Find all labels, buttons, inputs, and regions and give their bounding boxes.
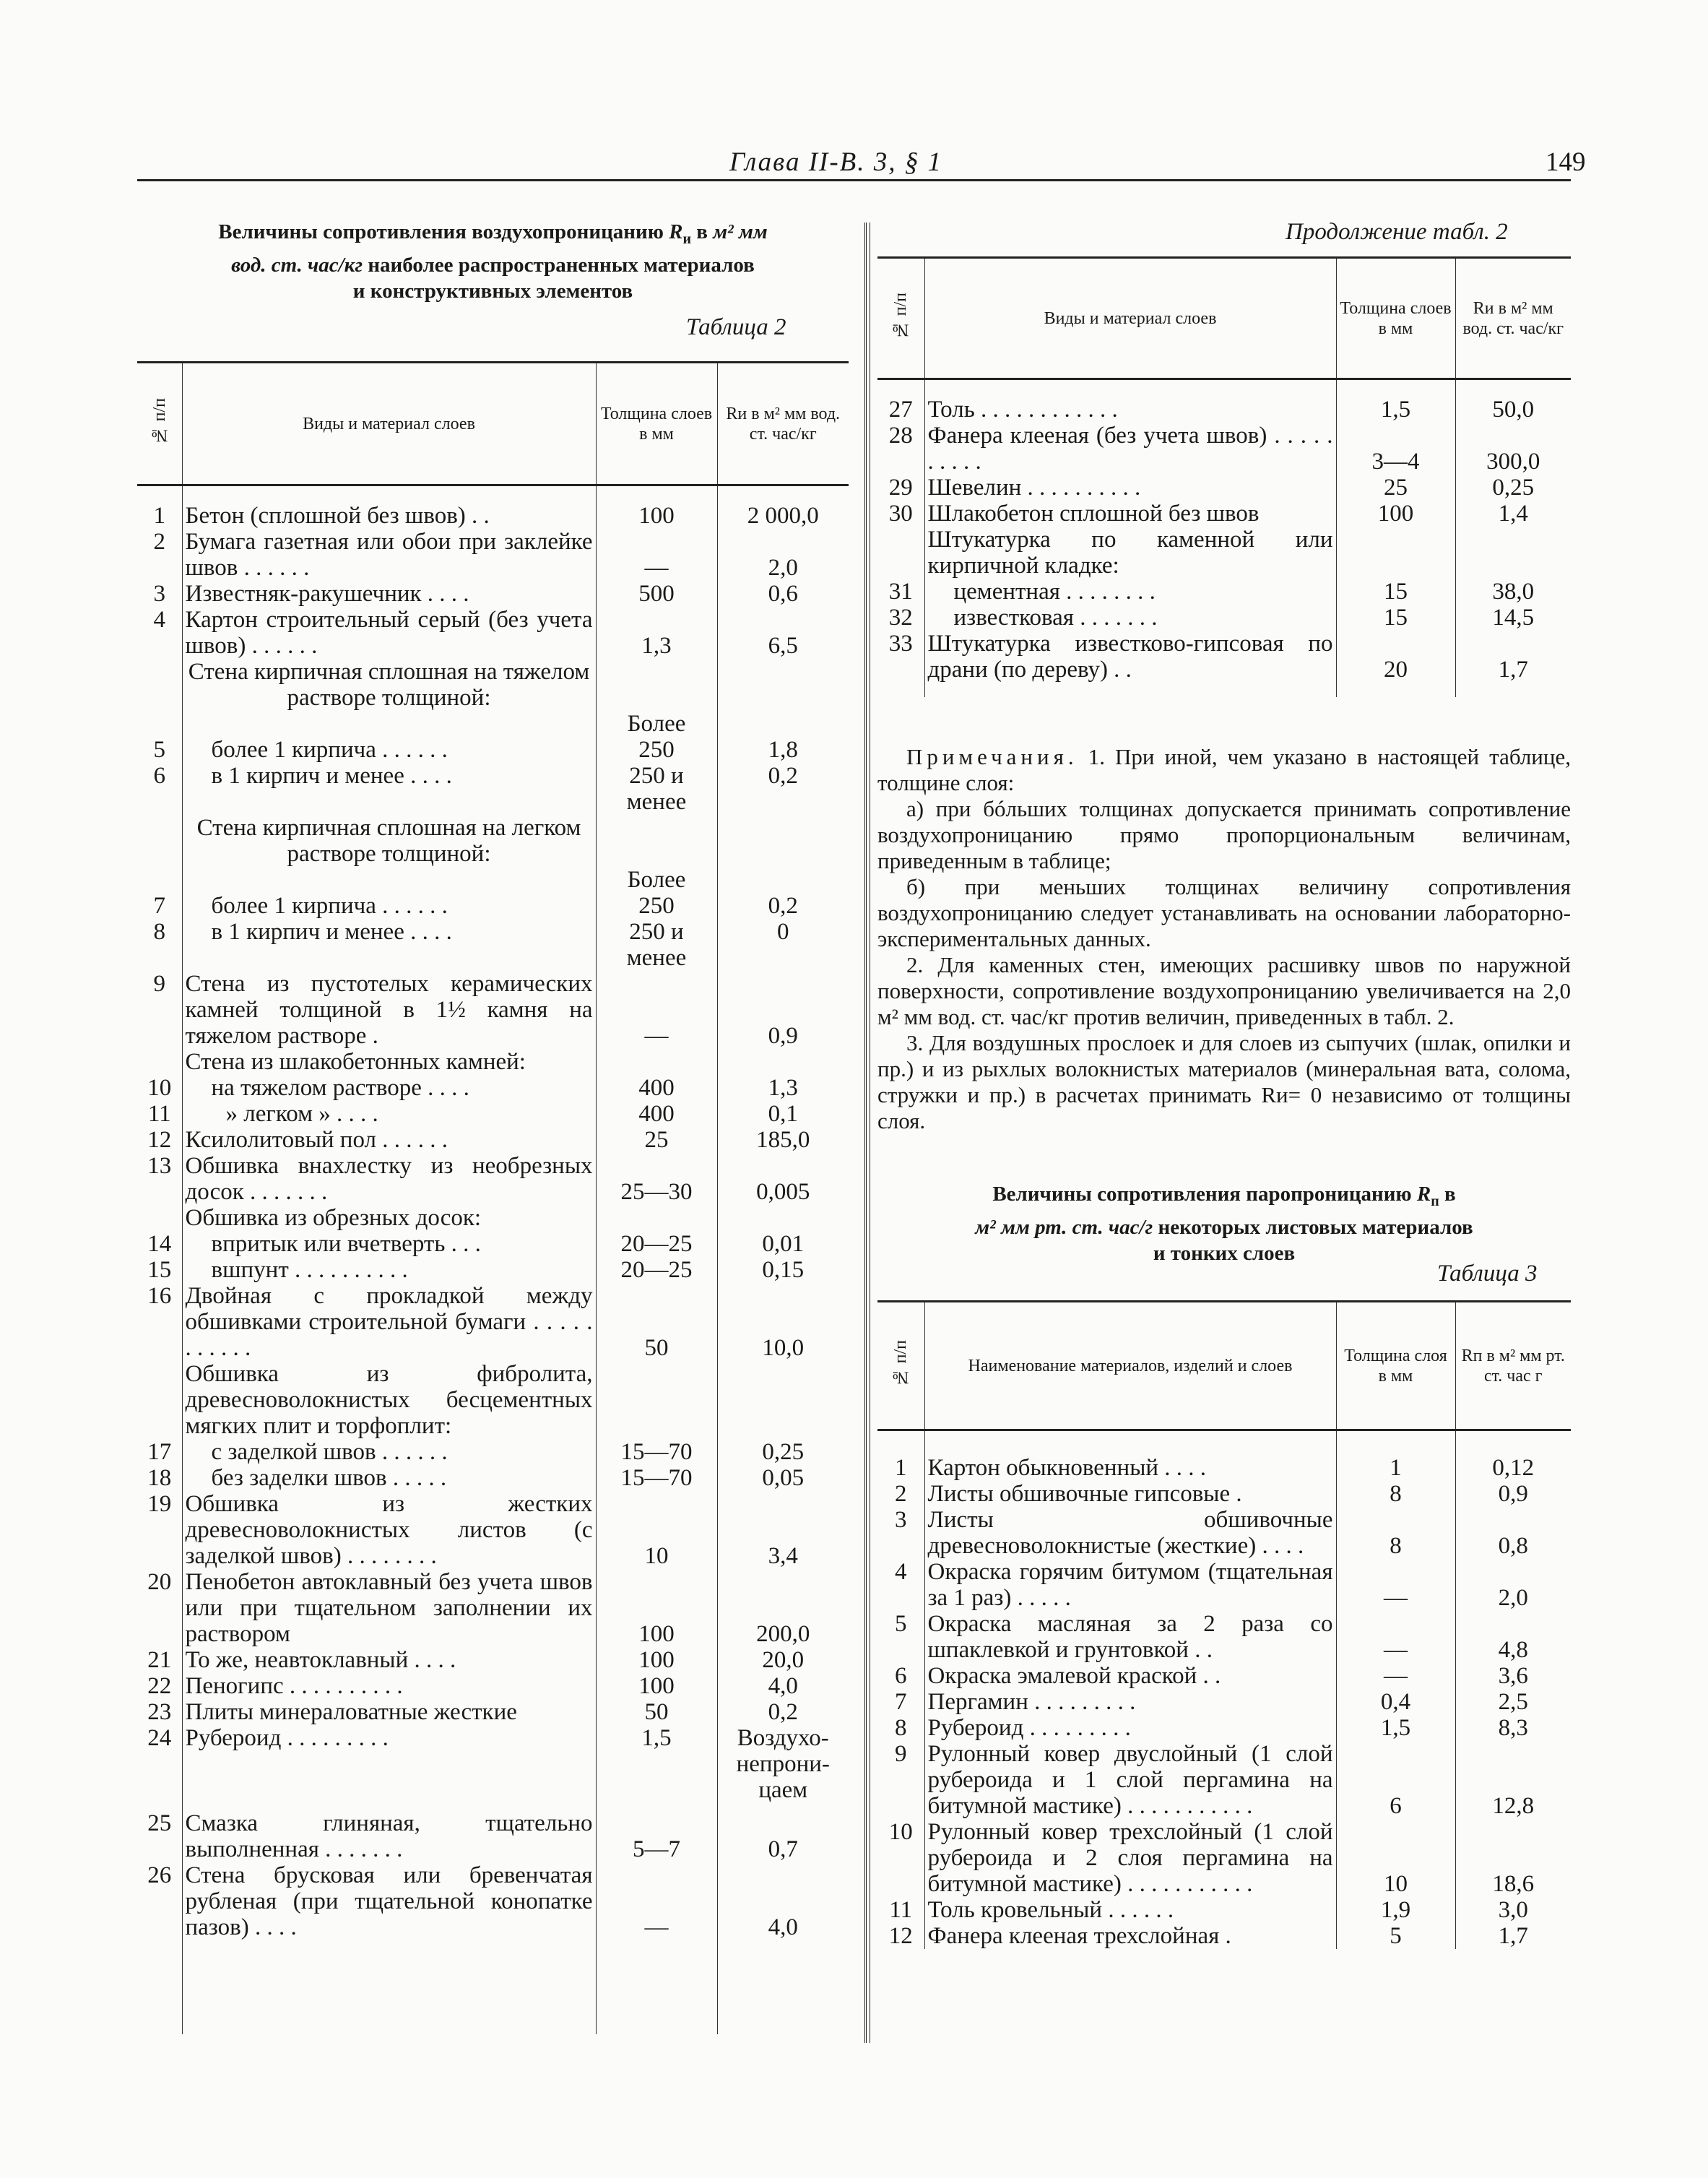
page-number: 149	[1546, 147, 1586, 177]
header-rule	[137, 179, 1571, 181]
column-divider	[864, 222, 870, 2043]
col-num-header: № п/п	[137, 363, 182, 485]
table3-caption: Таблица 3	[1437, 1261, 1538, 1287]
col-num-header: № п/п	[877, 258, 924, 379]
col-num-header: № п/п	[877, 1302, 924, 1430]
col-thickness-header: Толщина слоя в мм	[1336, 1302, 1455, 1430]
col-thickness-header: Толщина слоев в мм	[596, 363, 717, 485]
notes	[877, 744, 1571, 1134]
col-r-header: Rи в м² мм вод. ст. час/кг	[1455, 258, 1571, 379]
note-3: 3. Для воздушных прослоек и для слоев из сыпучих (шлак, опилки и пр.) и из рыхлых волокнистых материалов (минеральная вата, солома, стружки и пр.) в расчетах принимать Rи= 0 независимо от толщины слоя.	[877, 1030, 1571, 1133]
col-r-header: Rп в м² мм рт. ст. час г	[1455, 1302, 1571, 1430]
col-name-header: Наименование материалов, изделий и слоев	[924, 1302, 1336, 1430]
note-1a: а) при бóльших толщинах допускается принимать сопротивление воздухопроницанию прямо пропорциональным величинам, приведенным в таблице;	[877, 796, 1571, 873]
table2-continuation	[877, 256, 1571, 697]
table3-title: Величины сопротивления паропроницанию $R_п$ в м² мм рт. ст. час/г некоторых листовых материалов и тонких слоев	[975, 1183, 1473, 1265]
col-thickness-header: Толщина слоев в мм	[1336, 258, 1455, 379]
table2-cont-body: 27 Толь . . . . . . . . . . . . 1,5 50,0 28 Фанера клееная (без учета швов) . . . . . . . . . . 3—4 300,0 29 Шевелин . . . . . . . . . . 25 0,25 30 Шлакобетон сплошной без швов 100 1,4 Штукатурка по каменной или кирпичной кладке: 31 цементная . . . . . . . . 15 38,0 32 известковая . . . . . . . 15 14,5 33 Штукатурка известково-гипсовая по драни (по дереву) . . 20 1,7	[877, 379, 1571, 697]
running-title: Глава II-В. 3, § 1	[729, 147, 943, 177]
col-name-header: Виды и материал слоев	[182, 363, 596, 485]
note-1: Примечания. 1. При иной, чем указано в настоящей таблице, толщине слоя:	[877, 744, 1571, 795]
col-r-header: Rи в м² мм вод. ст. час/кг	[717, 363, 849, 485]
table2	[137, 361, 849, 2034]
table2-title: Величины сопротивления воздухопроницанию $R_и$ в м² мм вод. ст. час/кг наиболее распространенных материалов и конструктивных элементов	[218, 220, 768, 303]
table2-caption: Таблица 2	[686, 314, 786, 340]
note-2: 2. Для каменных стен, имеющих расшивку швов по наружной поверхности, сопротивление воздухопроницанию увеличивается на 2,0 м² мм вод. ст. час/кг против величин, приведенных в табл. 2.	[877, 952, 1571, 1029]
table2-cont-caption: Продолжение табл. 2	[1286, 219, 1508, 245]
table3	[877, 1300, 1571, 1949]
table3-body: 1 Картон обыкновенный . . . . 1 0,12 2 Листы обшивочные гипсовые . 8 0,9 3 Листы обшивочные древесноволокнистые (жесткие) . . . . 8 0,8 4 Окраска горячим битумом (тщательная за 1 раз) . . . . . — 2,0 5 Окраска масляная за 2 раза со шпаклевкой и грунтовкой . . — 4,8 6 Окраска эмалевой краской . . — 3,6 7 Пергамин . . . . . . . . . 0,4 2,5 8 Рубероид . . . . . . . . . 1,5 8,3 9 Рулонный ковер двуслойный (1 слой рубероида и 1 слой пергамина на битумной мастике) . . . . . . . . . . . 6 12,8 10 Рулонный ковер трехслойный (1 слой рубероида и 2 слоя пергамина на битумной мастике) . . . . . . . . . . . 10 18,6 11 Толь кровельный . . . . . . 1,9 3,0 12 Фанера клееная трехслойная . 5 1,7	[877, 1430, 1571, 1949]
col-name-header: Виды и материал слоев	[924, 258, 1336, 379]
note-1b: б) при меньших толщинах величину сопротивления воздухопроницанию следует устанавливать на основании лабораторно-экспериментальных данных.	[877, 874, 1571, 951]
table2-body: 1 Бетон (сплошной без швов) . . 100 2 000,0 2 Бумага газетная или обои при заклейке швов . . . . . . — 2,0 3 Известняк-ракушечник . . . . 500 0,6 4 Картон строительный серый (без учета швов) . . . . . . 1,3 6,5 Стена кирпичная сплошная на тяжелом растворе толщиной: 5 более 1 кирпича . . . . . . Более 250 1,8 6 в 1 кирпич и менее . . . . 250 и менее 0,2 Стена кирпичная сплошная на легком растворе толщиной: 7 более 1 кирпича . . . . . . Более 250 0,2 8 в 1 кирпич и менее . . . . 250 и менее 0 9 Стена из пустотелых керамических камней толщиной в 1½ камня на тяжелом растворе . — 0,9 Стена из шлакобетонных камней: 10 на тяжелом растворе . . . . 400 1,3 11 » легком » . . . . 400 0,1 12 Ксилолитовый пол . . . . . . 25 185,0 13 Обшивка внахлестку из необрезных досок . . . . . . . 25—30 0,005 Обшивка из обрезных досок: 14 впритык или вчетверть . . . 20—25 0,01 15 вшпунт . . . . . . . . . . 20—25 0,15 16 Двойная с прокладкой между обшивками строительной бумаги . . . . . . . . . . . 50 10,0 Обшивка из фибролита, древесноволокнистых бесцементных мягких плит и торфоплит: 17 с заделкой швов . . . . . . 15—70 0,25 18 без заделки швов . . . . . 15—70 0,05 19 Обшивка из жестких древесноволокнистых листов (с заделкой швов) . . . . . . . . 10 3,4 20 Пенобетон автоклавный без учета швов или при тщательном заполнении их раствором 100 200,0 21 То же, неавтоклавный . . . . 100 20,0 22 Пеногипс . . . . . . . . . . 100 4,0 23 Плиты минераловатные жесткие 50 0,2 24 Рубероид . . . . . . . . . 1,5 Воздухо- непрони- цаем 25 Смазка глиняная, тщательно выполненная . . . . . . . 5—7 0,7 26 Стена брусковая или бревенчатая рубленая (при тщательной конопатке пазов) . . . . — 4,0	[137, 485, 849, 2034]
